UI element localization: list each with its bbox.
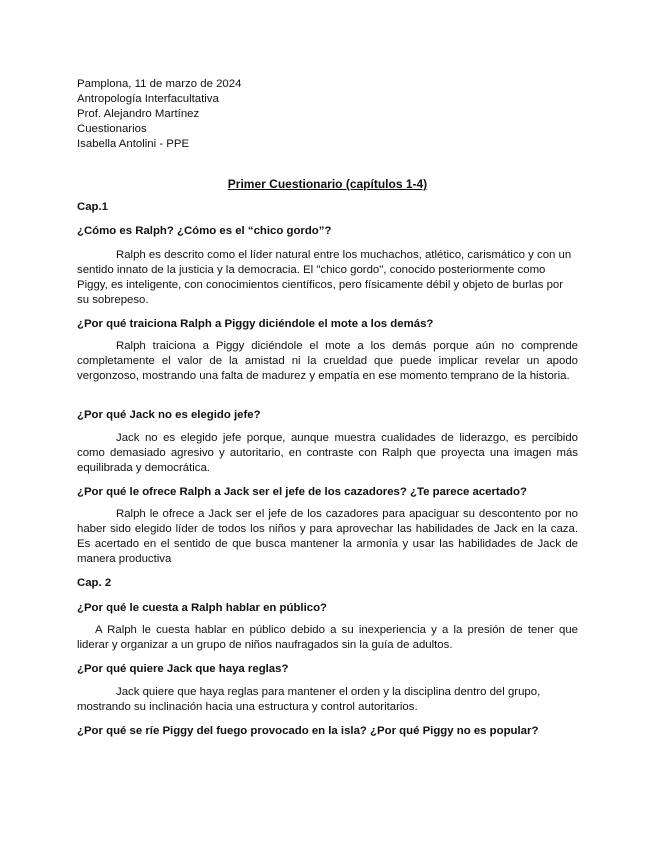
answer-1: Ralph es descrito como el líder natural entre los muchachos, atlético, carismático y con un sentido innato de la justicia y la democracia. El "chico gordo", conocido posteriormente como Piggy, es inteligente, con conocimientos científicos, pero físicamente débil y objeto de burlas por su sobrepeso. <box>77 249 572 306</box>
answer-4: Ralph le ofrece a Jack ser el jefe de los cazadores para apaciguar su descontento por no haber sido elegido líder de todos los niños y para aprovechar las habilidades de Jack en la caza. Es acertado en el sentido de que busca mantener la armonía y usar las habilidades de Jack de manera productiva <box>77 508 578 565</box>
header-doc-type: Cuestionarios <box>77 123 147 135</box>
header-student: Isabella Antolini - PPE <box>77 138 190 150</box>
chapter-heading-2: Cap. 2 <box>77 577 112 589</box>
question-4: ¿Por qué le ofrece Ralph a Jack ser el jefe de los cazadores? ¿Te parece acertado? <box>77 486 527 498</box>
question-3: ¿Por qué Jack no es elegido jefe? <box>77 409 261 421</box>
chapter-heading-1: Cap.1 <box>77 201 109 213</box>
header-place-date: Pamplona, 11 de marzo de 2024 <box>77 78 242 90</box>
answer-5: A Ralph le cuesta hablar en público debido a su inexperiencia y a la presión de tener que liderar y organizar a un grupo de niños naufragados sin la guía de adultos. <box>77 624 578 651</box>
question-1: ¿Cómo es Ralph? ¿Cómo es el “chico gordo”? <box>77 225 332 237</box>
answer-6: Jack quiere que haya reglas para mantener el orden y la disciplina dentro del grupo, mostrando su inclinación hacia una estructura y control autoritarios. <box>77 686 541 713</box>
answer-3: Jack no es elegido jefe porque, aunque muestra cualidades de liderazgo, es percibido como demasiado agresivo y autoritario, en contraste con Ralph que proyecta una imagen más equilibrada y democrática. <box>77 432 578 474</box>
question-6: ¿Por qué quiere Jack que haya reglas? <box>77 663 289 675</box>
header-professor: Prof. Alejandro Martínez <box>77 108 200 120</box>
question-2: ¿Por qué traiciona Ralph a Piggy diciéndole el mote a los demás? <box>77 318 434 330</box>
header-course: Antropología Interfacultativa <box>77 93 219 105</box>
question-5: ¿Por qué le cuesta a Ralph hablar en público? <box>77 602 328 614</box>
page-title: Primer Cuestionario (capítulos 1-4) <box>227 177 428 191</box>
answer-2: Ralph traiciona a Piggy diciéndole el mote a los demás porque aún no comprende completamente el valor de la amistad ni la crueldad que puede implicar revelar un apodo vergonzoso, mostrando una falta de madurez y empatía en ese momento temprano de la historia. <box>77 340 578 382</box>
letter-header <box>77 77 241 152</box>
question-7: ¿Por qué se ríe Piggy del fuego provocado en la isla? ¿Por qué Piggy no es popular? <box>77 725 539 737</box>
